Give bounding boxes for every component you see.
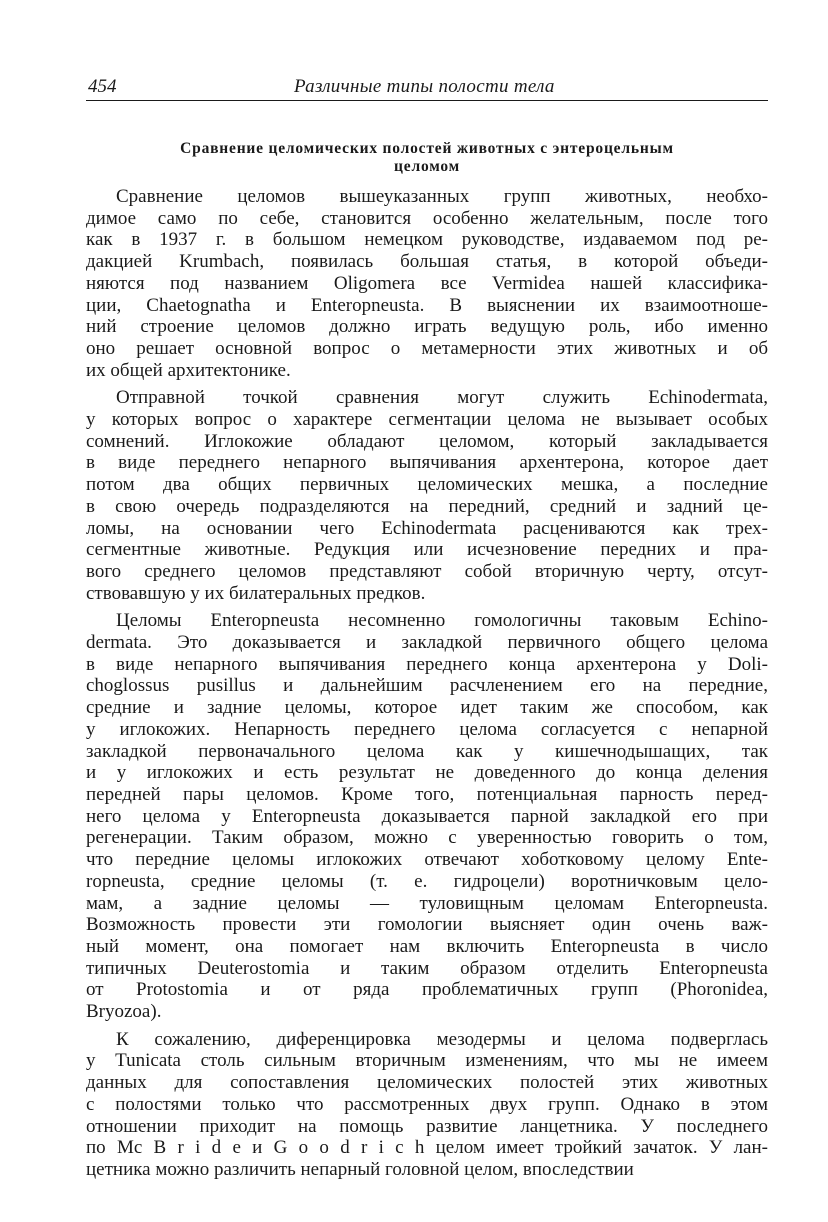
text-line: мам, а задние целомы — туловищным целомам Enteropneusta. (86, 892, 768, 914)
text-line: няются под названием Oligomera все Vermidea нашей классифика- (86, 272, 768, 294)
text-line: сегментные животные. Редукция или исчезновение передних и пра- (86, 539, 768, 561)
page-number: 454 (88, 76, 117, 97)
body-text (86, 186, 768, 1181)
text-line: отношении приходит на помощь развитие ланцетника. У последнего (86, 1115, 768, 1137)
page-header (86, 76, 768, 101)
text-line: ции, Chaetognatha и Enteropneusta. В выяснении их взаимоотноше- (86, 294, 768, 316)
text-line: данных для сопоставления целомических полостей этих животных (86, 1072, 768, 1094)
text-line: у иглокожих. Непарность переднего целома согласуется с непарной (86, 718, 768, 740)
text-line: типичных Deuterostomia и таким образом отделить Enteropneusta (86, 957, 768, 979)
text-line: ствовавшую у их билатеральных предков. (86, 582, 426, 604)
text-line: у которых вопрос о характере сегментации целома не вызывает особых (86, 409, 768, 431)
running-head: Различные типы полости тела (294, 76, 555, 97)
text-line: дакцией Krumbach, появилась большая статья, в которой объеди- (86, 251, 768, 273)
section-title-line-1: Сравнение целомических полостей животных с энтероцельным (180, 140, 674, 157)
text-line: с полостями только что рассмотренных двух групп. Однако в этом (86, 1093, 768, 1115)
text-line: что передние целомы иглокожих отвечают хоботковому целому Ente- (86, 849, 768, 871)
text-line: Сравнение целомов вышеуказанных групп животных, необхо- (116, 186, 768, 207)
text-line: димое само по себе, становится особенно желательным, после того (86, 207, 768, 229)
text-line: по Mc B r i d e и G o o d r i c h целом имеет тройкий зачаток. У лан- (86, 1137, 768, 1159)
paragraph (86, 387, 768, 604)
text-line: в виде переднего непарного выпячивания архентерона, которое дает (86, 452, 768, 474)
text-line: и у иглокожих и есть результат не доведенного до конца деления (86, 762, 768, 784)
text-line: него целома у Enteropneusta доказывается парной закладкой его при (86, 805, 768, 827)
text-line: ropneusta, средние целомы (т. е. гидроцели) воротничковым цело- (86, 870, 768, 892)
text-line: средние и задние целомы, которое идет таким же способом, как (86, 697, 768, 719)
text-line: К сожалению, диференцировка мезодермы и целома подверглась (116, 1028, 768, 1050)
section-title (86, 140, 768, 176)
text-line: вого среднего целомов представляют собой вторичную черту, отсут- (86, 560, 768, 582)
text-line: Возможность провести эти гомологии выясняет один очень важ- (86, 914, 768, 936)
text-line: Bryozoa). (86, 1001, 162, 1023)
text-line: Отправной точкой сравнения могут служить Echinodermata, (116, 387, 768, 409)
text-line: ный момент, она помогает нам включить Enteropneusta в число (86, 935, 768, 957)
text-line: регенерации. Таким образом, можно с уверенностью говорить о том, (86, 827, 768, 849)
text-line: от Protostomia и от ряда проблематичных групп (Phoronidea, (86, 979, 768, 1001)
text-line: dermata. Это доказывается и закладкой первичного общего целома (86, 632, 768, 654)
text-line: закладкой первоначального целома как у кишечнодышащих, так (86, 740, 768, 762)
text-line: передней пары целомов. Кроме того, потенциальная парность перед- (86, 783, 768, 805)
text-line: оно решает основной вопрос о метамерности этих животных и об (86, 337, 768, 359)
paragraph (86, 1029, 768, 1181)
section-title-line-2: целомом (394, 158, 460, 175)
text-line: цетника можно различить непарный головной целом, впоследствии (86, 1158, 634, 1180)
text-line: ний строение целомов должно играть ведущую роль, ибо именно (86, 316, 768, 338)
text-line: потом два общих первичных целомических мешка, а последние (86, 474, 768, 496)
text-line: Целомы Enteropneusta несомненно гомологичны таковым Echino- (116, 610, 768, 632)
text-line: у Tunicata столь сильным вторичным изменениям, что мы не имеем (86, 1050, 768, 1072)
text-line: в виде непарного выпячивания переднего конца архентерона у Doli- (86, 653, 768, 675)
paragraph (86, 186, 768, 381)
text-line: ломы, на основании чего Echinodermata расцениваются как трех- (86, 517, 768, 539)
paragraph (86, 610, 768, 1022)
text-line: как в 1937 г. в большом немецком руководстве, издаваемом под ре- (86, 229, 768, 251)
text-line: их общей архитектонике. (86, 359, 291, 381)
text-line: choglossus pusillus и дальнейшим расчленением его на передние, (86, 675, 768, 697)
text-line: сомнений. Иглокожие обладают целомом, который закладывается (86, 430, 768, 452)
text-line: в свою очередь подразделяются на передний, средний и задний це- (86, 495, 768, 517)
